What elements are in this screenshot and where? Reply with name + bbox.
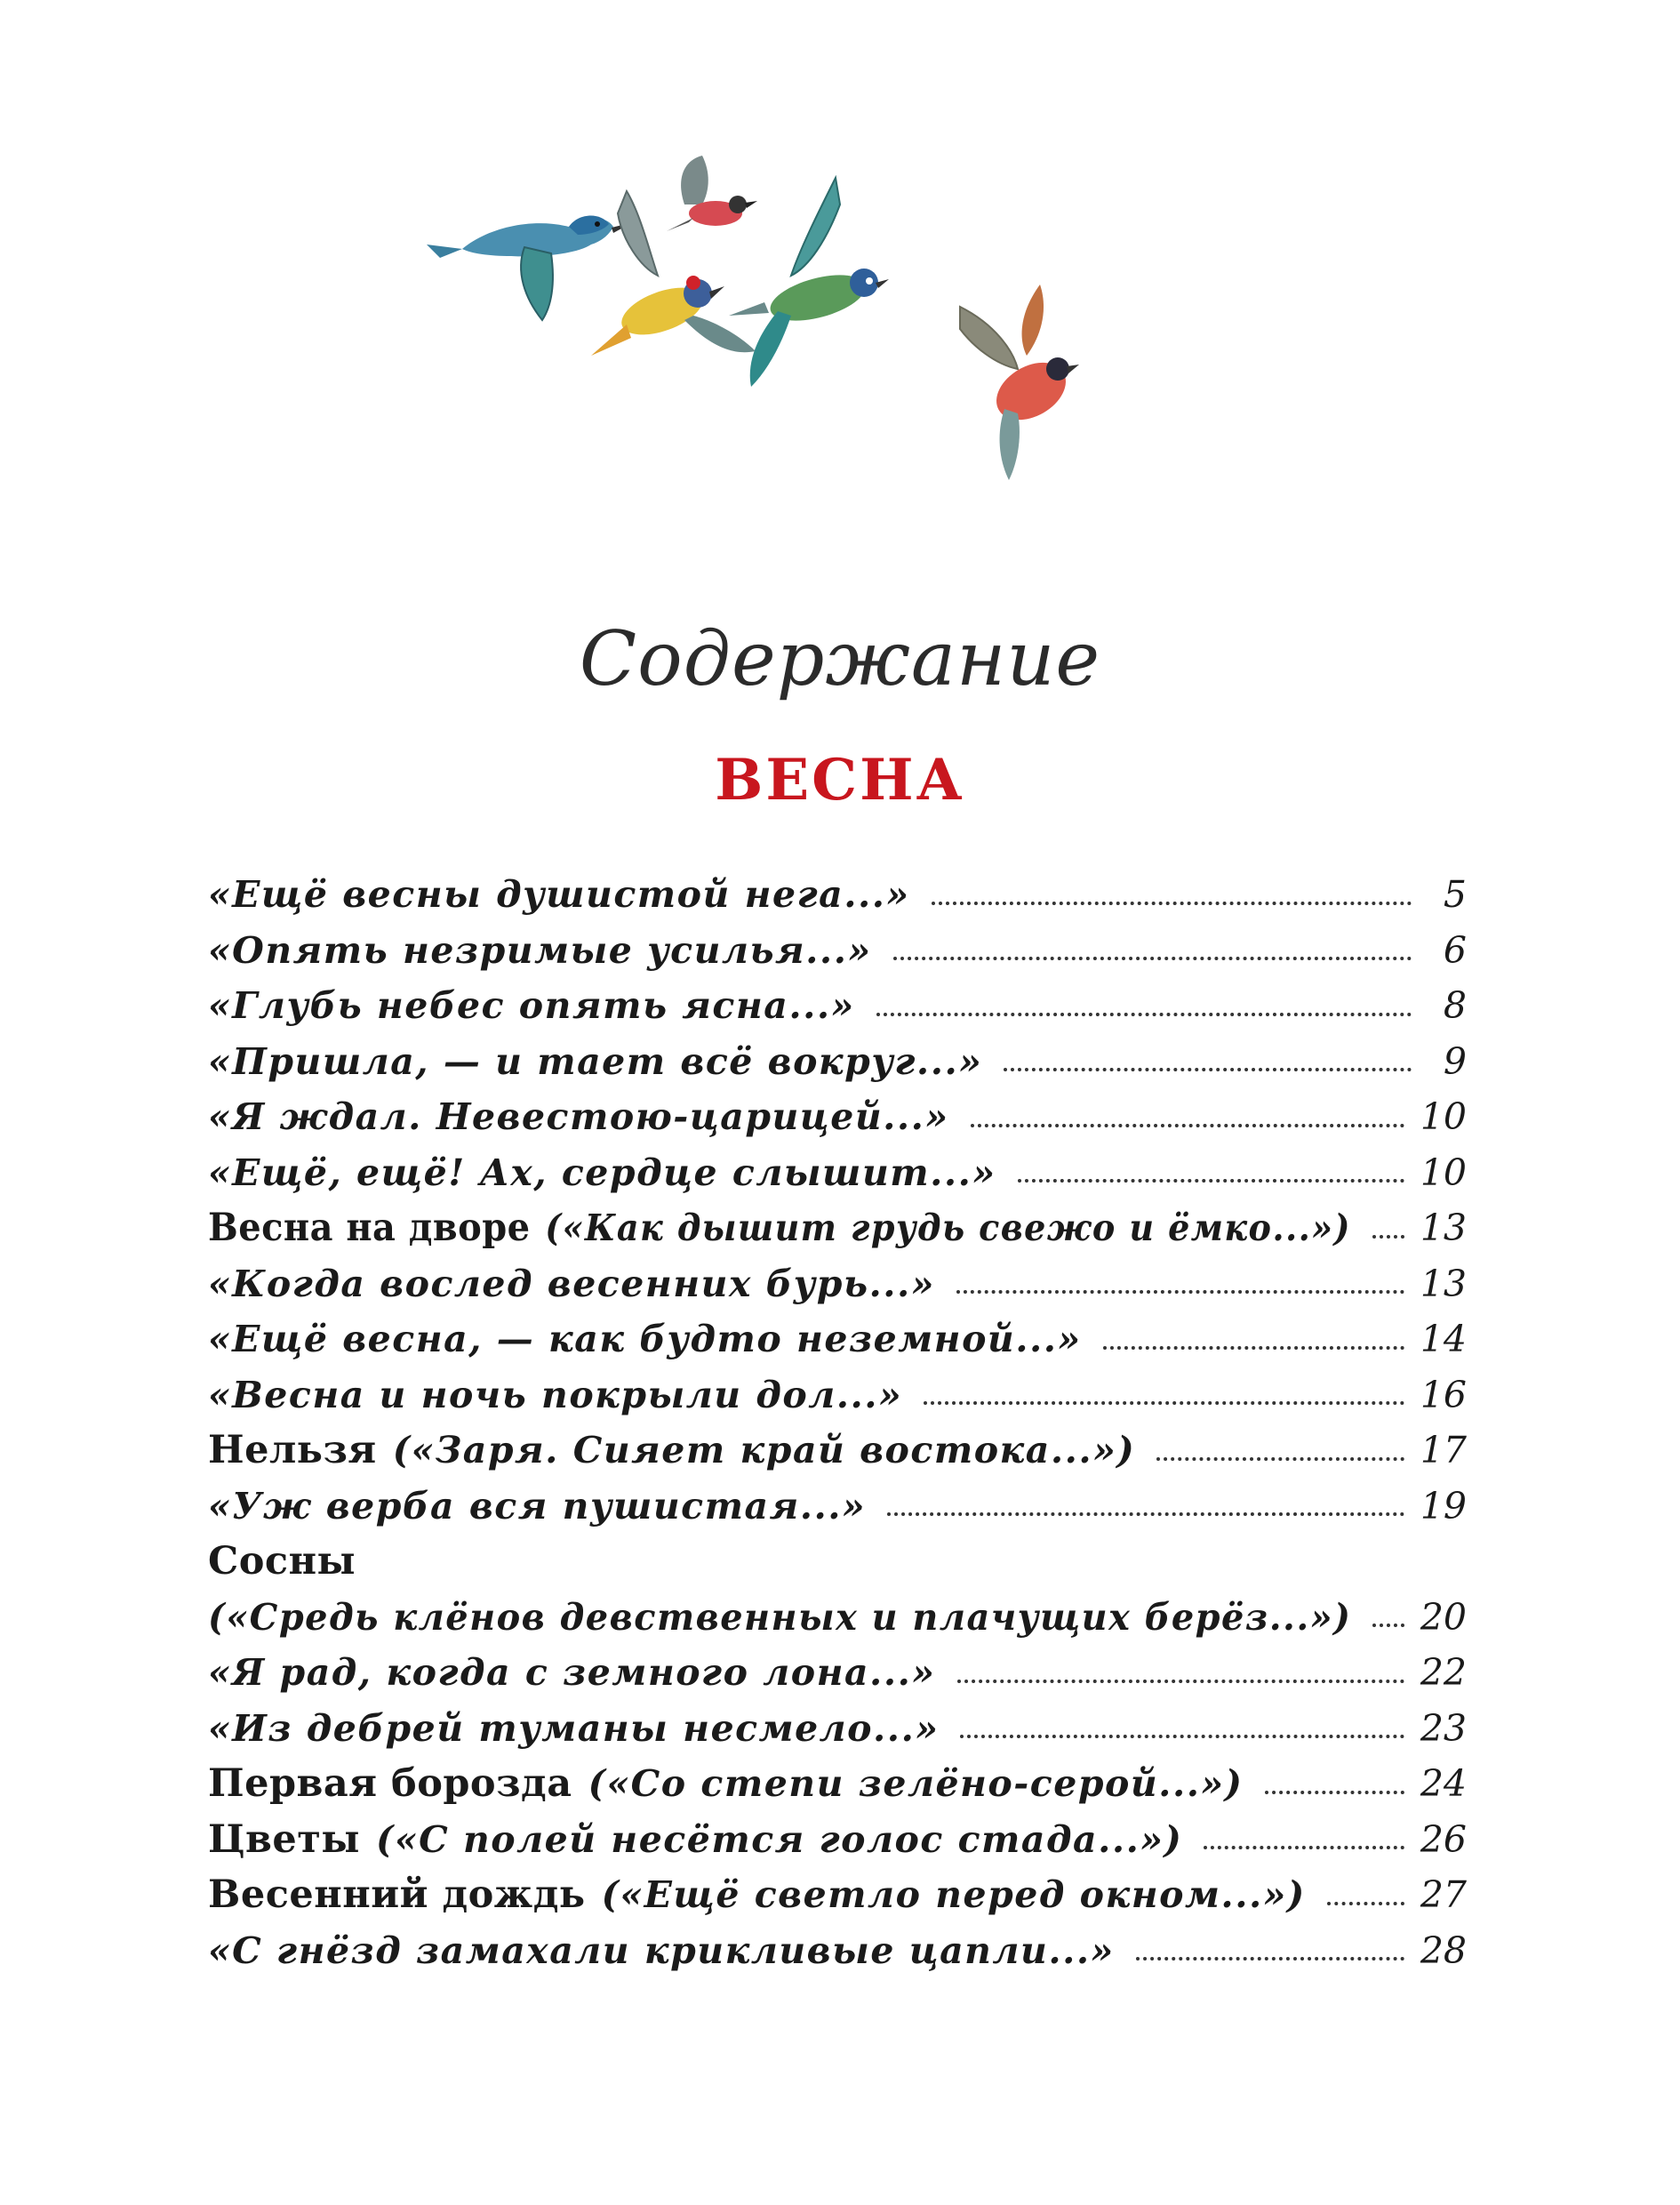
dot-leader — [960, 1735, 1404, 1738]
toc-page-number: 28 — [1420, 1928, 1467, 1972]
toc-first-line: «Ещё весны душистой нега...» — [208, 873, 910, 916]
toc-poem-title: Сосны — [208, 1539, 356, 1584]
dot-leader — [1018, 1179, 1404, 1183]
toc-entry[interactable] — [208, 1867, 1467, 1923]
dot-leader — [1136, 1957, 1404, 1960]
toc-poem-title: Цветы — [208, 1816, 361, 1862]
toc-entry[interactable] — [208, 1089, 1467, 1145]
toc-page-number: 13 — [1420, 1207, 1467, 1249]
toc-entry[interactable] — [208, 1645, 1467, 1701]
blue-tit-bird-icon — [427, 216, 633, 320]
dot-leader — [1372, 1624, 1404, 1627]
bullfinch-small-bird-icon — [667, 156, 757, 231]
toc-poem-title: Весна на дворе — [208, 1206, 531, 1250]
dot-leader — [971, 1124, 1404, 1127]
toc-entry[interactable] — [208, 1534, 1467, 1590]
toc-first-line: «Глубь небес опять ясна...» — [208, 984, 855, 1027]
toc-entry[interactable] — [208, 1756, 1467, 1812]
toc-poem-title: Нельзя — [208, 1428, 377, 1472]
toc-entry[interactable] — [208, 867, 1467, 923]
toc-page-number: 10 — [1420, 1095, 1467, 1138]
toc-page-number: 23 — [1420, 1706, 1467, 1750]
dot-leader — [924, 1401, 1404, 1405]
dot-leader — [1156, 1457, 1404, 1461]
toc-first-line: «Уж верба вся пушистая...» — [208, 1484, 867, 1527]
contents-heading: Содержание — [579, 615, 1101, 702]
toc-page-number: 6 — [1443, 928, 1467, 972]
toc-entry[interactable] — [208, 1145, 1467, 1201]
great-tit-bird-icon — [729, 178, 889, 387]
toc-entry[interactable] — [208, 1479, 1467, 1535]
toc-entry[interactable] — [208, 1034, 1467, 1090]
bullfinch-bird-icon — [960, 285, 1079, 480]
toc-page-number: 24 — [1420, 1762, 1467, 1805]
section-title: ВЕСНА — [715, 747, 965, 814]
toc-entry[interactable] — [208, 1367, 1467, 1423]
toc-page-number: 27 — [1420, 1873, 1467, 1916]
dot-leader — [887, 1512, 1404, 1516]
dot-leader — [1204, 1846, 1404, 1849]
toc-first-line: «Опять незримые усилья...» — [208, 928, 872, 972]
dot-leader — [876, 1013, 1412, 1016]
dot-leader — [893, 957, 1412, 960]
flying-birds-illustration — [427, 142, 1280, 551]
toc-entry[interactable] — [208, 1812, 1467, 1868]
dot-leader — [957, 1680, 1404, 1683]
toc-entry[interactable] — [208, 1256, 1467, 1312]
toc-first-line: «Пришла, — и тает всё вокруг...» — [208, 1039, 983, 1083]
toc-first-line: («Как дышит грудь свежо и ёмко...») — [545, 1207, 1351, 1249]
toc-poem-title: Первая борозда — [208, 1761, 572, 1806]
toc-first-line: «Из дебрей туманы несмело...» — [208, 1706, 940, 1750]
toc-page-number: 19 — [1420, 1484, 1467, 1527]
dot-leader — [1372, 1235, 1404, 1239]
dot-leader — [932, 902, 1412, 905]
dot-leader — [1327, 1902, 1404, 1905]
toc-first-line: «Я рад, когда с земного лона...» — [208, 1651, 936, 1694]
toc-first-line: («С полей несётся голос стада...») — [376, 1817, 1183, 1861]
toc-page-number: 26 — [1420, 1817, 1467, 1861]
toc-first-line: («Заря. Сияет край востока...») — [392, 1429, 1136, 1471]
toc-page-number: 8 — [1443, 984, 1467, 1027]
dot-leader — [956, 1290, 1404, 1294]
toc-entry[interactable] — [208, 1590, 1467, 1646]
toc-first-line: «Я ждал. Невестою-царицей...» — [208, 1095, 949, 1138]
toc-entry[interactable] — [208, 923, 1467, 979]
toc-first-line: «С гнёзд замахали крикливые цапли...» — [208, 1928, 1115, 1972]
toc-page-number: 13 — [1420, 1262, 1467, 1305]
toc-page-number: 14 — [1420, 1318, 1467, 1360]
toc-entry[interactable] — [208, 1423, 1467, 1479]
toc-page-number: 22 — [1420, 1651, 1467, 1694]
dot-leader — [1103, 1346, 1404, 1350]
toc-page-number: 10 — [1420, 1151, 1467, 1194]
toc-page-number: 16 — [1420, 1373, 1467, 1416]
dot-leader — [1265, 1791, 1404, 1794]
toc-entry[interactable] — [208, 1311, 1467, 1367]
toc-page-number: 20 — [1420, 1595, 1467, 1639]
toc-first-line: «Ещё, ещё! Ах, сердце слышит...» — [208, 1151, 996, 1194]
table-of-contents — [208, 867, 1467, 1978]
toc-entry[interactable] — [208, 978, 1467, 1034]
toc-entry[interactable] — [208, 1923, 1467, 1979]
toc-entry[interactable] — [208, 1200, 1467, 1256]
toc-poem-title: Весенний дождь — [208, 1872, 586, 1917]
toc-page-number: 5 — [1443, 873, 1467, 916]
toc-page-number: 17 — [1420, 1429, 1467, 1471]
toc-first-line: («Средь клёнов девственных и плачущих берёз...») — [208, 1595, 1352, 1639]
toc-first-line: («Со степи зелёно-серой...») — [588, 1762, 1244, 1805]
dot-leader — [1004, 1068, 1412, 1071]
toc-entry[interactable] — [208, 1701, 1467, 1757]
toc-first-line: «Весна и ночь покрыли дол...» — [208, 1373, 903, 1416]
toc-first-line: «Когда вослед весенних бурь...» — [208, 1262, 935, 1305]
toc-first-line: («Ещё светло перед окном...») — [601, 1873, 1306, 1916]
toc-first-line: «Ещё весна, — как будто неземной...» — [208, 1318, 1082, 1360]
toc-page-number: 9 — [1443, 1039, 1467, 1083]
